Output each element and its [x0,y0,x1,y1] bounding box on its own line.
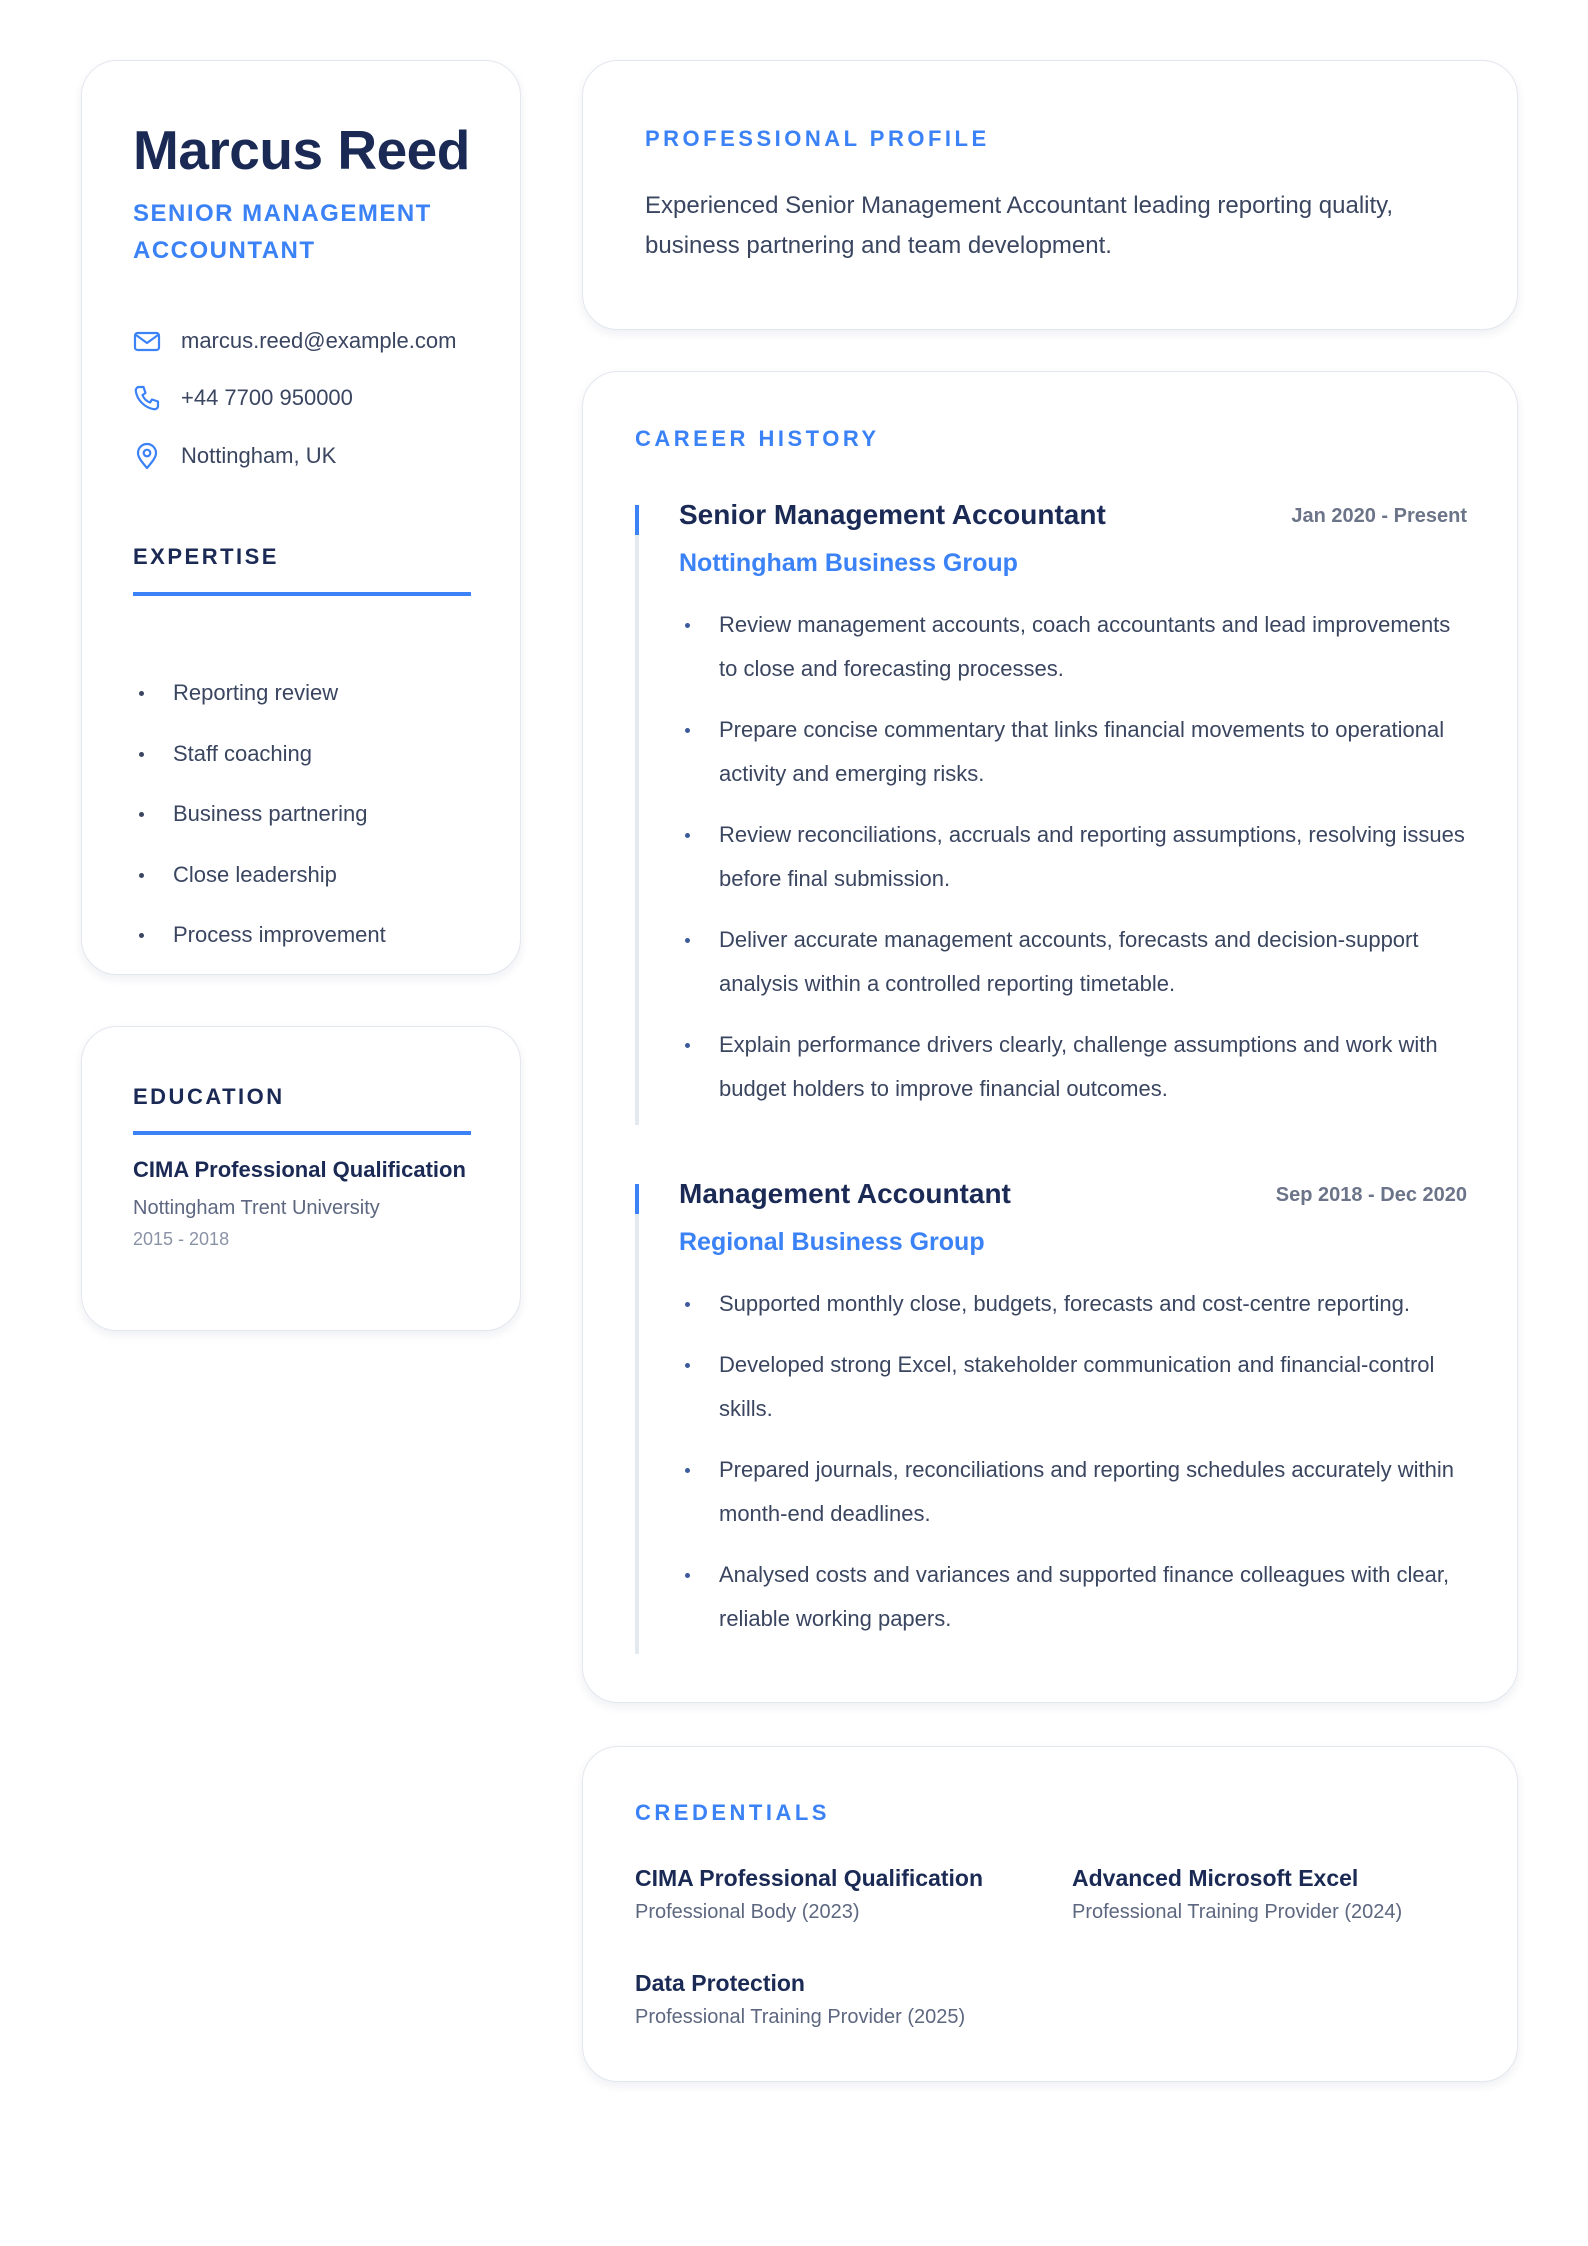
career-card [582,371,1518,1703]
list-item: Developed strong Excel, stakeholder communication and financial-control skills. [679,1343,1467,1431]
credential-item [635,1970,965,2029]
job-title: Management Accountant [679,1178,1011,1209]
job-entry [635,1178,1467,1654]
job-entry [635,499,1467,1125]
list-item: Reporting review [133,681,386,742]
profile-card [582,60,1518,330]
contact-phone[interactable] [133,383,353,413]
list-item: Process improvement [133,923,386,984]
credential-meta: Professional Body (2023) [635,1901,860,1923]
credential-meta: Professional Training Provider (2025) [635,2006,966,2028]
list-item: Prepare concise commentary that links financial movements to operational activity and emerging risks. [679,708,1467,796]
contact-location [133,441,336,471]
profile-title: PROFESSIONAL PROFILE [645,126,990,151]
list-item: Prepared journals, reconciliations and reporting schedules accurately within month-end deadlines. [679,1448,1467,1536]
education-divider [133,1131,471,1135]
credential-name: CIMA Professional Qualification [635,1865,984,1891]
timeline-line [635,505,639,1125]
list-item: Staff coaching [133,742,386,803]
phone-icon [133,384,161,412]
list-item: Explain performance drivers clearly, challenge assumptions and work with budget holders to improve financial outcomes. [679,1023,1467,1111]
contact-email[interactable] [133,326,456,356]
list-item: Review management accounts, coach accountants and lead improvements to close and forecasting processes. [679,603,1467,691]
identity-card [81,60,521,975]
credentials-title: CREDENTIALS [635,1800,830,1825]
job-bullets [679,1282,1467,1658]
email-text: marcus.reed@example.com [181,328,457,353]
education-title: EDUCATION [133,1084,285,1109]
mail-icon [133,327,161,355]
expertise-divider [133,592,471,596]
education-years: 2015 - 2018 [133,1229,230,1249]
education-degree: CIMA Professional Qualification [133,1157,466,1182]
timeline-line [635,1184,639,1654]
education-card [81,1026,521,1331]
timeline-accent [635,505,639,535]
list-item: Business partnering [133,802,386,863]
job-bullets [679,603,1467,1128]
list-item: Review reconciliations, accruals and reporting assumptions, resolving issues before final submission. [679,813,1467,901]
job-company: Nottingham Business Group [679,549,1018,577]
profile-summary: Experienced Senior Management Accountant leading reporting quality, business partnering and team development. [645,192,1394,259]
credential-item [1072,1865,1402,1924]
list-item: Analysed costs and variances and supported finance colleagues with clear, reliable working papers. [679,1553,1467,1641]
job-company: Regional Business Group [679,1228,985,1256]
credential-name: Advanced Microsoft Excel [1072,1865,1359,1891]
job-dates: Jan 2020 - Present [1291,505,1467,527]
candidate-name: Marcus Reed [133,119,470,181]
job-title: Senior Management Accountant [679,499,1106,530]
credential-name: Data Protection [635,1970,805,1996]
expertise-list [133,681,386,984]
location-text: Nottingham, UK [181,443,337,468]
phone-text: +44 7700 950000 [181,385,353,410]
credential-item [635,1865,983,1924]
list-item: Deliver accurate management accounts, forecasts and decision-support analysis within a controlled reporting timetable. [679,918,1467,1006]
candidate-role: SENIOR MANAGEMENT ACCOUNTANT [133,200,432,264]
timeline-accent [635,1184,639,1214]
list-item: Supported monthly close, budgets, forecasts and cost-centre reporting. [679,1282,1467,1326]
career-title: CAREER HISTORY [635,426,880,451]
expertise-title: EXPERTISE [133,544,279,569]
job-dates: Sep 2018 - Dec 2020 [1275,1184,1467,1206]
credential-meta: Professional Training Provider (2024) [1072,1901,1403,1923]
education-school: Nottingham Trent University [133,1197,380,1219]
location-pin-icon [133,442,161,470]
credentials-card [582,1746,1518,2082]
list-item: Close leadership [133,863,386,924]
